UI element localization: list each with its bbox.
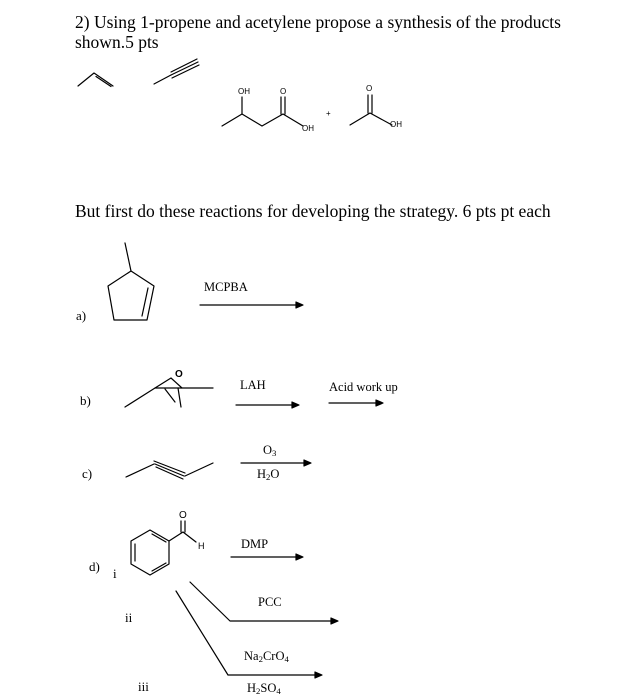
reaction-c-label: c) (82, 466, 93, 481)
carbonyl-o-label: O (366, 84, 373, 93)
reagent-lah: LAH (240, 378, 266, 392)
reaction-a-label: a) (76, 308, 87, 323)
reagent-sulfuric-acid: $H_2SO_4$ (247, 681, 281, 697)
target-product-2 (350, 95, 392, 125)
aldehyde-o-label: O (179, 510, 187, 521)
reagent-dmp: DMP (241, 537, 269, 551)
carbonyl-o-label: O (280, 87, 287, 96)
oh-label: OH (302, 124, 314, 133)
target-product-1 (222, 97, 303, 126)
reaction-b-label: b) (80, 393, 91, 408)
reagent-sodium-dichromate: $Na_2CrO_4$ (244, 649, 289, 665)
alkyne-structure (154, 59, 199, 84)
reagent-ozone: $O_3$ (263, 443, 277, 459)
question-title: 2) Using 1-propene and acetylene propose a synthesis of the products shown.5 pts (75, 12, 561, 52)
epoxide-structure (125, 378, 213, 407)
phenylacetaldehyde-structure (131, 521, 196, 575)
reagent-mcpba: MCPBA (204, 280, 248, 294)
plus-sign: + (326, 109, 331, 118)
oh-label: OH (390, 120, 402, 129)
roman-iii-label: iii (138, 679, 149, 694)
butyne-structure (126, 461, 213, 479)
reagent-water: $H_2O$ (257, 467, 280, 483)
methylcyclopentene-structure (108, 243, 154, 320)
epoxide-o-label: O (175, 369, 183, 380)
roman-ii-label: ii (125, 610, 133, 625)
aldehyde-h-label: H (198, 541, 205, 551)
strategy-heading: But first do these reactions for developing the strategy. 6 pts pt each (75, 201, 551, 221)
propene-structure (78, 73, 113, 87)
reagent-acid-workup: Acid work up (329, 380, 398, 394)
oh-label: OH (238, 87, 250, 96)
reaction-d-label: d) (89, 559, 100, 574)
reagent-pcc: PCC (258, 595, 282, 609)
roman-i-label: i (113, 566, 117, 581)
